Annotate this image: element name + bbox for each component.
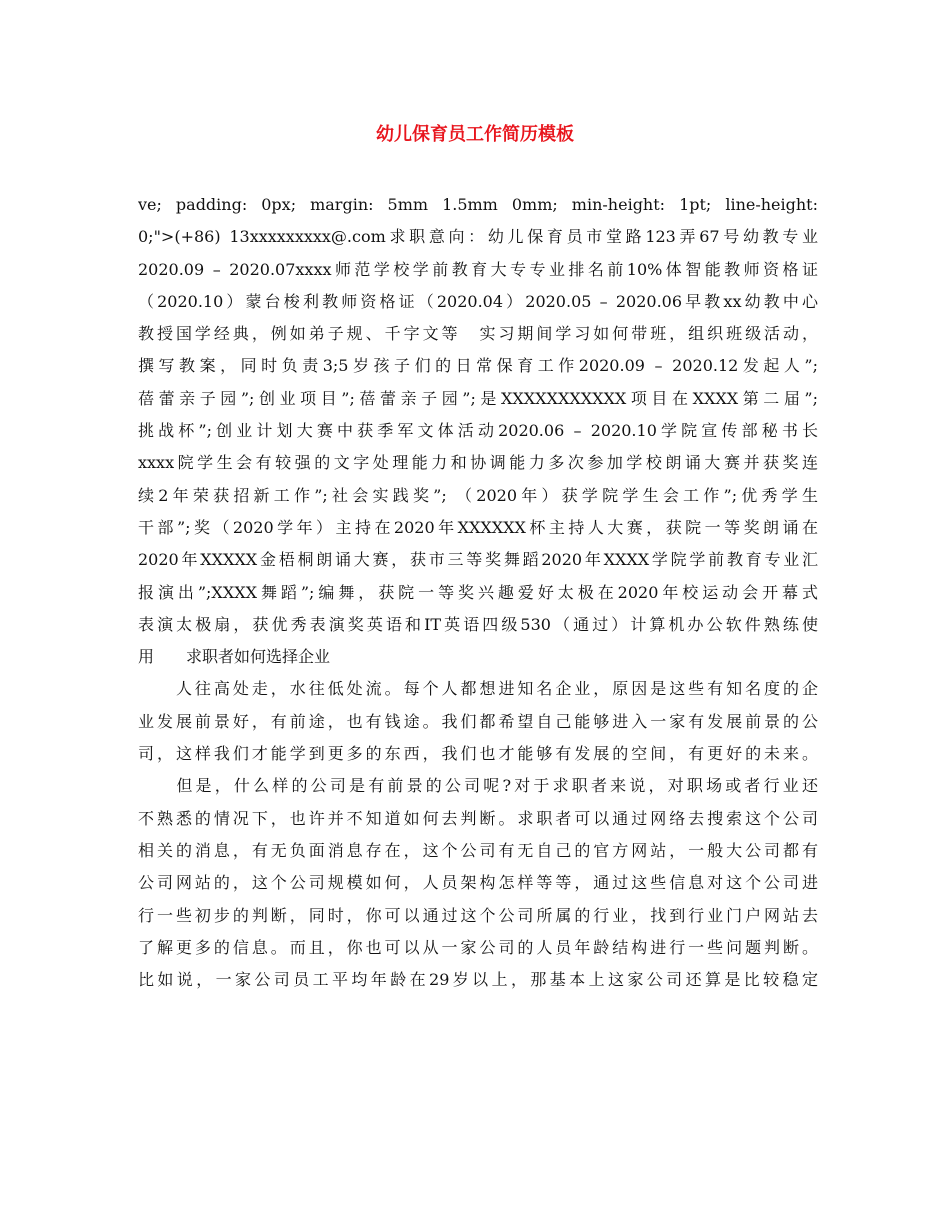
text-line: 表演太极扇，获优秀表演奖英语和IT英语四级530（通过）计算机办公软件熟练使 (138, 614, 818, 634)
text-line: 了解更多的信息。而且，你也可以从一家公司的人员年龄结构进行一些问题判断。 (138, 937, 818, 957)
text-line: 业发展前景好，有前途，也有钱途。我们都希望自己能够进入一家有发展前景的公 (138, 711, 818, 731)
text-line: 2020.09 – 2020.07xxxx师范学校学前教育大专专业排名前10%体智能教师资格证 (138, 259, 818, 279)
text-line: 用 求职者如何选择企业 (138, 647, 331, 667)
text-line: 报演出”;XXXX舞蹈”;编舞，获院一等奖兴趣爱好太极在2020年校运动会开幕式 (138, 582, 818, 602)
document-title: 幼儿保育员工作简历模板 (376, 124, 574, 145)
text-line: 相关的消息，有无负面消息存在，这个公司有无自己的官方网站，一般大公司都有 (138, 840, 818, 860)
text-line: 不熟悉的情况下，也许并不知道如何去判断。求职者可以通过网络去搜索这个公司 (138, 808, 818, 828)
text-line: 行一些初步的判断，同时，你可以通过这个公司所属的行业，找到行业门户网站去 (138, 905, 818, 925)
text-line: 教授国学经典，例如弟子规、千字文等 实习期间学习如何带班，组织班级活动， (138, 324, 818, 344)
text-line: 公司网站的，这个公司规模如何，人员架构怎样等等，通过这些信息对这个公司进 (138, 873, 818, 893)
text-line: 干部”;奖（2020学年）主持在2020年XXXXXX杯主持人大赛，获院一等奖朗诵在 (138, 517, 818, 537)
text-line: 司，这样我们才能学到更多的东西，我们也才能够有发展的空间，有更好的未来。 (138, 744, 818, 764)
text-line: 挑战杯”;创业计划大赛中获季军文体活动2020.06 – 2020.10学院宣传部秘书长 (138, 421, 818, 441)
text-line: 但是，什么样的公司是有前景的公司呢?对于求职者来说，对职场或者行业还 (138, 776, 818, 796)
text-line: 撰写教案，同时负责3;5岁孩子们的日常保育工作2020.09 – 2020.12发起人”; (138, 356, 818, 376)
text-line: 蓓蕾亲子园”;创业项目”;蓓蕾亲子园”;是XXXXXXXXXXX项目在XXXX第二届”; (138, 388, 818, 408)
text-line: 0;">(+86) 13xxxxxxxxx@.com求职意向：幼儿保育员市堂路123弄67号幼教专业 (138, 227, 818, 247)
text-line: 续2年荣获招新工作”;社会实践奖”; （2020年）获学院学生会工作”;优秀学生 (138, 485, 818, 505)
text-line: ve; padding: 0px; margin: 5mm 1.5mm 0mm; min-height: 1pt; line-height: (138, 195, 818, 214)
document-body (138, 189, 818, 996)
text-line: 2020年XXXXX金梧桐朗诵大赛，获市三等奖舞蹈2020年XXXX学院学前教育专业汇 (138, 550, 818, 570)
text-line: 人往高处走，水往低处流。每个人都想进知名企业，原因是这些有知名度的企 (138, 679, 818, 699)
text-line: 比如说，一家公司员工平均年龄在29岁以上，那基本上这家公司还算是比较稳定 (138, 970, 818, 990)
text-line: （2020.10）蒙台梭利教师资格证（2020.04）2020.05 – 2020.06早教xx幼教中心 (138, 291, 818, 311)
text-line: xxxx院学生会有较强的文字处理能力和协调能力多次参加学校朗诵大赛并获奖连 (138, 453, 818, 473)
